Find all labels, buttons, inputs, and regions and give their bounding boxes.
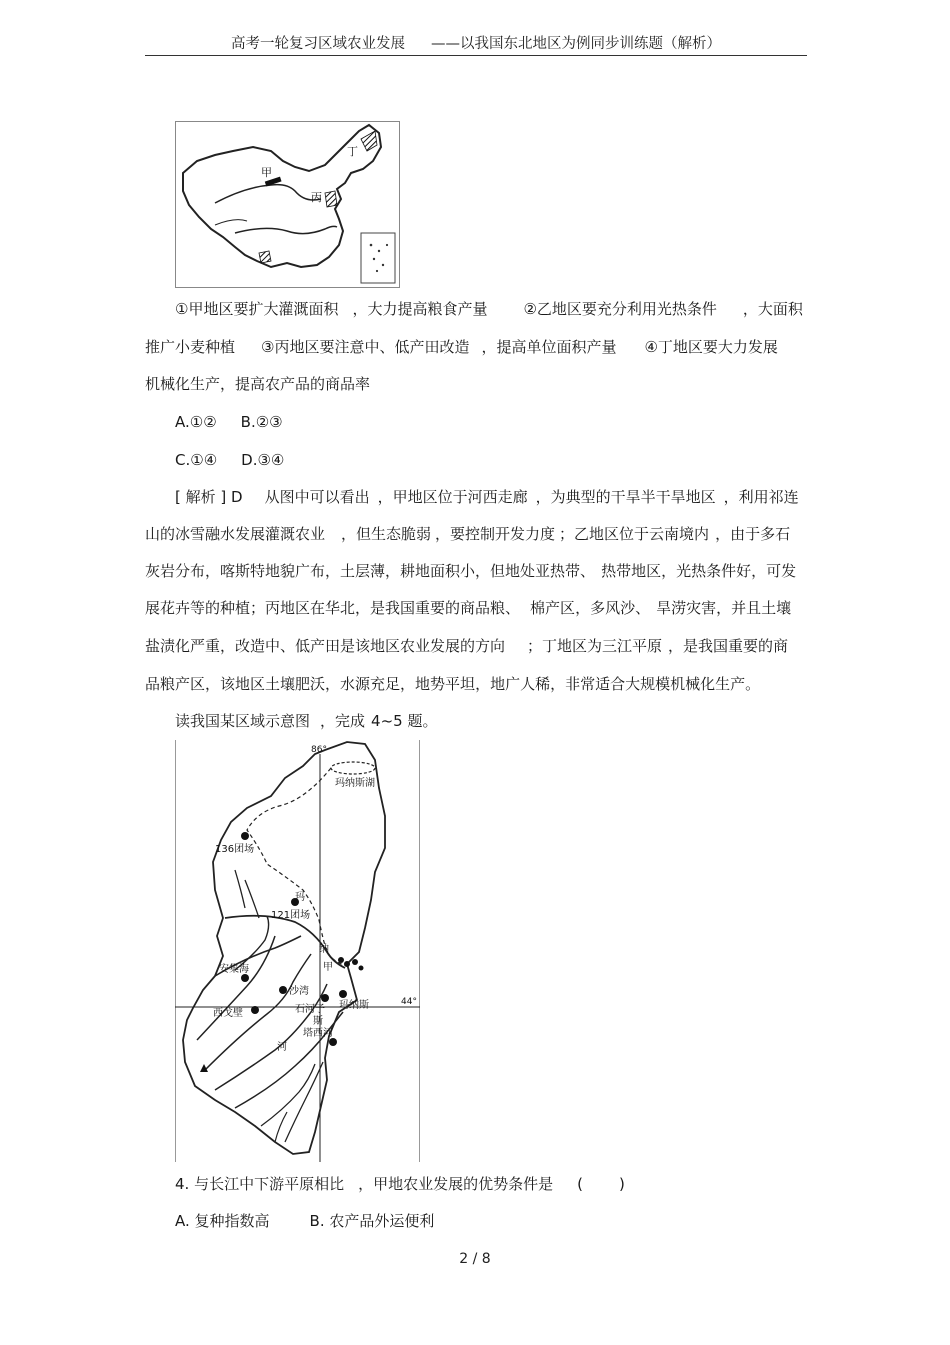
- page-number: 2 / 8: [459, 1251, 491, 1267]
- dashed-course-river: [247, 768, 347, 966]
- q3-statement-line1: ①甲地区要扩大灌溉面积 ，大力提高粮食产量 ②乙地区要充分利用光热条件 ，大面积: [175, 300, 803, 318]
- region-yi: [259, 251, 271, 263]
- point-136: [241, 832, 249, 840]
- label-lat-44: 44°: [401, 997, 417, 1007]
- q3-statement-line3: 机械化生产，提高农产品的商品率: [145, 375, 371, 393]
- river-upper-n2: [235, 870, 245, 908]
- label-manasi: 玛纳斯: [339, 1000, 369, 1011]
- lake-manasi: [331, 762, 375, 774]
- region-bing: [325, 191, 337, 207]
- label-na: 纳: [319, 944, 329, 955]
- q4-option-a[interactable]: A. 复种指数高: [175, 1212, 270, 1230]
- analysis-line4: 展花卉等的种植；丙地区在华北，是我国重要的商品粮、 棉产区，多风沙、 旱涝灾害，并且土壤: [145, 599, 792, 617]
- q3-options-ab: [175, 412, 283, 432]
- q4-options-ab: [175, 1211, 434, 1231]
- analysis-line5: 盐渍化严重，改造中、低产田是该地区农业发展的方向 ；丁地区为三江平原 ，是我国重要的商: [145, 637, 789, 655]
- q3-option-c[interactable]: C.①④: [175, 451, 218, 469]
- regional-map-figure: [175, 740, 420, 1162]
- label-t121: 121团场: [271, 910, 311, 921]
- q3-option-a[interactable]: A.①②: [175, 413, 217, 431]
- label-shawan: 沙湾: [289, 986, 309, 997]
- point-manasi: [339, 990, 347, 998]
- label-ma: 玛: [295, 892, 305, 903]
- point-shihezi: [321, 994, 329, 1002]
- point-xigebi: [251, 1006, 259, 1014]
- china-map-figure: [175, 121, 400, 288]
- river-upper-n1: [245, 880, 259, 918]
- river-yangtze: [235, 226, 337, 233]
- header-title-left: 高考一轮复习区域农业发展: [231, 36, 405, 52]
- label-lon-86: 86°: [311, 745, 327, 755]
- intro-q4-5: 读我国某区域示意图 ，完成 4~5 题。: [175, 712, 438, 730]
- header-title-right: ——以我国东北地区为例同步训练题（解析）: [431, 36, 721, 52]
- label-xigebi: 西戈壁: [213, 1008, 243, 1019]
- analysis-line3: 灰岩分布，喀斯特地貌广布，土层薄，耕地面积小，但地处亚热带、 热带地区，光热条件好，可发: [145, 562, 797, 580]
- label-t136: 136团场: [215, 844, 255, 855]
- point-taxihe: [329, 1038, 337, 1046]
- label-taxihe: 塔西河: [303, 1028, 333, 1039]
- label-bing: 丙: [311, 191, 322, 204]
- label-jia: 甲: [261, 166, 272, 179]
- q3-options-cd: [175, 450, 284, 470]
- q4-stem: 4. 与长江中下游平原相比 ，甲地农业发展的优势条件是 ( ): [175, 1175, 625, 1193]
- label-shihezi: 石河子: [295, 1004, 325, 1015]
- point-shawan: [279, 986, 287, 994]
- analysis-line1: [ 解析 ] D 从图中可以看出 ，甲地区位于河西走廊 ，为典型的干旱半干旱地区 ，利用祁连: [175, 488, 799, 506]
- q3-statement-line2: 推广小麦种植 ③丙地区要注意中、低产田改造 ，提高单位面积产量 ④丁地区要大力发展: [145, 338, 778, 356]
- label-jia: 甲: [323, 962, 333, 973]
- label-anjihai: 安集海: [219, 964, 249, 975]
- river-taxihe: [285, 1062, 323, 1142]
- river-lower: [275, 1112, 287, 1142]
- q3-option-b[interactable]: B.②③: [240, 413, 283, 431]
- q4-option-b[interactable]: B. 农产品外运便利: [309, 1212, 435, 1230]
- analysis-line2: 山的冰雪融水发展灌溉农业 ，但生态脆弱 ，要控制开发力度 ；乙地区位于云南境内 ，由于多石: [145, 525, 791, 543]
- q3-option-d[interactable]: D.③④: [241, 451, 285, 469]
- label-he: 河: [277, 1042, 287, 1053]
- page-header: [145, 33, 807, 56]
- region-boundary: [183, 742, 385, 1154]
- label-lake: 玛纳斯湖: [335, 778, 375, 789]
- south-sea-inset: [361, 233, 395, 283]
- river-yellow: [215, 185, 321, 203]
- regional-map-svg: [175, 740, 420, 1162]
- label-ding: 丁: [347, 145, 358, 158]
- label-si: 斯: [313, 1016, 323, 1027]
- point-anjihai: [241, 974, 249, 982]
- river-west: [215, 220, 247, 225]
- region-ding: [361, 131, 377, 151]
- analysis-line6: 品粮产区，该地区土壤肥沃，水源充足，地势平坦，地广人稀，非常适合大规模机械化生产。: [145, 675, 761, 693]
- china-map-svg: [175, 121, 400, 288]
